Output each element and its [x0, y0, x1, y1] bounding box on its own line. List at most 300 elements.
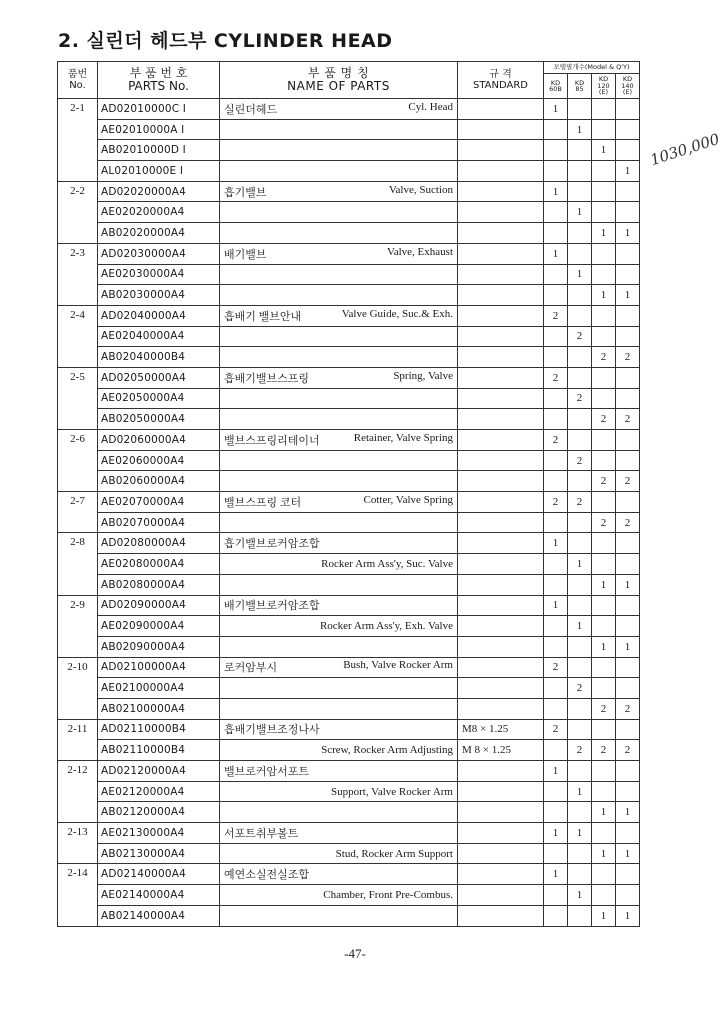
part-name: [220, 161, 458, 182]
table-row: [58, 905, 640, 926]
part-number: AD02050000A4: [98, 367, 220, 388]
part-name: [220, 533, 458, 554]
quantity-cell: [616, 430, 640, 451]
quantity-cell: 1: [592, 285, 616, 306]
quantity-cell: [544, 388, 568, 409]
quantity-cell: 1: [568, 616, 592, 637]
standard: [458, 450, 544, 471]
part-name-ko: 흡배기밸브조정나사: [224, 724, 320, 737]
quantity-cell: 1: [568, 202, 592, 223]
part-name: [220, 554, 458, 575]
quantity-cell: [544, 843, 568, 864]
table-row: [58, 554, 640, 575]
part-name: [220, 740, 458, 761]
quantity-cell: 2: [568, 492, 592, 513]
part-name: [220, 719, 458, 740]
table-row: [58, 698, 640, 719]
quantity-cell: [592, 781, 616, 802]
part-name: [220, 367, 458, 388]
item-number: 2-11: [58, 719, 98, 760]
table-row: [58, 430, 640, 451]
part-name-en: Chamber, Front Pre-Combus.: [323, 888, 453, 901]
quantity-cell: 2: [616, 698, 640, 719]
standard: [458, 802, 544, 823]
standard: [458, 554, 544, 575]
header-standard: [458, 62, 544, 99]
part-name-en: Screw, Rocker Arm Adjusting: [321, 744, 453, 757]
quantity-cell: 1: [592, 223, 616, 244]
part-name: [220, 347, 458, 368]
parts-table: [57, 61, 640, 927]
table-row: [58, 843, 640, 864]
quantity-cell: [544, 347, 568, 368]
quantity-cell: 2: [544, 367, 568, 388]
header-no-ko: 품번: [67, 69, 88, 80]
quantity-cell: [544, 740, 568, 761]
standard: [458, 781, 544, 802]
part-number: AE02060000A4: [98, 450, 220, 471]
standard: M8 × 1.25: [458, 719, 544, 740]
quantity-cell: 2: [592, 347, 616, 368]
table-row: [58, 533, 640, 554]
part-name: [220, 595, 458, 616]
part-number: AD02120000A4: [98, 761, 220, 782]
part-name-ko: 밸브스프링리테이너: [224, 434, 320, 447]
part-number: AE02050000A4: [98, 388, 220, 409]
part-name: [220, 802, 458, 823]
part-number: AB02060000A4: [98, 471, 220, 492]
quantity-cell: [568, 99, 592, 120]
part-name: [220, 492, 458, 513]
quantity-cell: [544, 264, 568, 285]
part-name-en: Rocker Arm Ass'y, Exh. Valve: [319, 620, 453, 633]
quantity-cell: [592, 657, 616, 678]
quantity-cell: 1: [568, 781, 592, 802]
quantity-cell: 2: [544, 430, 568, 451]
quantity-cell: [568, 181, 592, 202]
quantity-cell: [544, 698, 568, 719]
table-row: [58, 781, 640, 802]
part-number: AE02030000A4: [98, 264, 220, 285]
quantity-cell: [544, 450, 568, 471]
quantity-cell: 2: [592, 698, 616, 719]
standard: [458, 574, 544, 595]
quantity-cell: 1: [616, 161, 640, 182]
quantity-cell: 1: [544, 181, 568, 202]
quantity-cell: [544, 781, 568, 802]
standard: [458, 761, 544, 782]
quantity-cell: [592, 554, 616, 575]
part-name: [220, 616, 458, 637]
table-row: [58, 761, 640, 782]
standard: [458, 326, 544, 347]
part-name: [220, 202, 458, 223]
part-number: AB02130000A4: [98, 843, 220, 864]
standard: [458, 243, 544, 264]
part-name-en: Retainer, Valve Spring: [353, 431, 453, 444]
part-name: [220, 305, 458, 326]
quantity-cell: 1: [592, 843, 616, 864]
part-number: AE02120000A4: [98, 781, 220, 802]
part-name-ko: 배기밸브: [224, 248, 267, 261]
quantity-cell: 1: [592, 140, 616, 161]
standard: [458, 409, 544, 430]
part-name-ko: 서포트취부볼트: [224, 827, 299, 840]
table-row: [58, 305, 640, 326]
quantity-cell: [568, 574, 592, 595]
standard: [458, 430, 544, 451]
part-name: [220, 409, 458, 430]
quantity-cell: 1: [544, 595, 568, 616]
quantity-cell: [544, 678, 568, 699]
part-number: AD02010000C I: [98, 99, 220, 120]
part-name-en: Bush, Valve Rocker Arm: [343, 659, 453, 672]
table-row: [58, 595, 640, 616]
quantity-cell: [616, 119, 640, 140]
table-header: [58, 62, 640, 99]
part-name: [220, 512, 458, 533]
part-name-ko: 배기밸브로커암조합: [224, 600, 320, 613]
quantity-cell: [544, 202, 568, 223]
header-model-label: 140: [621, 81, 634, 90]
quantity-cell: [616, 678, 640, 699]
table-row: [58, 885, 640, 906]
quantity-cell: [592, 761, 616, 782]
table-row: [58, 264, 640, 285]
quantity-cell: 2: [568, 326, 592, 347]
part-number: AB02110000B4: [98, 740, 220, 761]
item-number: 2-12: [58, 761, 98, 823]
part-name-en: Cotter, Valve Spring: [363, 493, 453, 506]
part-name: [220, 181, 458, 202]
standard: [458, 843, 544, 864]
standard: [458, 492, 544, 513]
table-row: [58, 388, 640, 409]
standard: [458, 471, 544, 492]
quantity-cell: [616, 181, 640, 202]
part-name-ko: 로커암부시: [224, 662, 278, 675]
quantity-cell: [568, 636, 592, 657]
quantity-cell: [568, 409, 592, 430]
quantity-cell: [568, 719, 592, 740]
standard: [458, 595, 544, 616]
table-row: [58, 243, 640, 264]
quantity-cell: [616, 657, 640, 678]
part-number: AE02070000A4: [98, 492, 220, 513]
part-name-ko: 흡배기 밸브안내: [224, 310, 302, 323]
part-number: AE02090000A4: [98, 616, 220, 637]
quantity-cell: [616, 533, 640, 554]
part-number: AB02090000A4: [98, 636, 220, 657]
page-title: 2. 실린더 헤드부 CYLINDER HEAD: [58, 30, 393, 52]
standard: [458, 533, 544, 554]
header-name-ko: 부 품 명 칭: [307, 65, 370, 80]
quantity-cell: [616, 388, 640, 409]
quantity-cell: [616, 367, 640, 388]
item-number: 2-13: [58, 823, 98, 864]
part-name: [220, 678, 458, 699]
standard: [458, 347, 544, 368]
quantity-cell: [568, 843, 592, 864]
standard: [458, 657, 544, 678]
table-row: [58, 181, 640, 202]
standard: [458, 698, 544, 719]
standard: [458, 285, 544, 306]
quantity-cell: [544, 554, 568, 575]
item-number: 2-14: [58, 864, 98, 926]
quantity-cell: [544, 326, 568, 347]
quantity-cell: [616, 885, 640, 906]
part-name-en: Rocker Arm Ass'y, Suc. Valve: [321, 557, 453, 570]
item-number: 2-6: [58, 430, 98, 492]
part-name: [220, 326, 458, 347]
part-number: AL02010000E I: [98, 161, 220, 182]
part-name-ko: 예연소실전실조합: [224, 869, 310, 882]
quantity-cell: [592, 719, 616, 740]
quantity-cell: 1: [616, 636, 640, 657]
quantity-cell: 2: [544, 657, 568, 678]
part-name: [220, 450, 458, 471]
quantity-cell: 2: [568, 740, 592, 761]
quantity-cell: 2: [616, 512, 640, 533]
part-number: AD02140000A4: [98, 864, 220, 885]
quantity-cell: 1: [616, 905, 640, 926]
part-name: [220, 905, 458, 926]
item-number: 2-7: [58, 492, 98, 533]
part-name: [220, 119, 458, 140]
quantity-cell: [592, 616, 616, 637]
quantity-cell: [568, 430, 592, 451]
header-model-label: KD: [550, 78, 561, 87]
quantity-cell: 1: [592, 905, 616, 926]
part-name: [220, 823, 458, 844]
quantity-cell: 2: [616, 347, 640, 368]
part-name: [220, 223, 458, 244]
part-name: [220, 471, 458, 492]
standard: [458, 161, 544, 182]
quantity-cell: [544, 885, 568, 906]
quantity-cell: 1: [544, 761, 568, 782]
part-number: AB02100000A4: [98, 698, 220, 719]
quantity-cell: [592, 326, 616, 347]
part-number: AB02080000A4: [98, 574, 220, 595]
part-name: [220, 430, 458, 451]
item-number: 2-4: [58, 305, 98, 367]
quantity-cell: [544, 119, 568, 140]
part-name: [220, 636, 458, 657]
header-name-en: NAME OF PARTS: [287, 79, 390, 93]
part-number: AD02040000A4: [98, 305, 220, 326]
part-name: [220, 574, 458, 595]
part-number: AB02020000A4: [98, 223, 220, 244]
part-name-en: Valve, Exhaust: [387, 245, 453, 258]
header-no: [58, 62, 98, 99]
standard: [458, 99, 544, 120]
quantity-cell: [544, 802, 568, 823]
standard: [458, 140, 544, 161]
header-name: [220, 62, 458, 99]
part-number: AB02120000A4: [98, 802, 220, 823]
quantity-cell: 1: [568, 264, 592, 285]
quantity-cell: 1: [616, 802, 640, 823]
standard: [458, 264, 544, 285]
quantity-cell: [592, 678, 616, 699]
standard: [458, 905, 544, 926]
quantity-cell: [568, 305, 592, 326]
part-name-ko: 흡기밸브로커암조합: [224, 538, 320, 551]
part-name-en: Cyl. Head: [408, 100, 453, 113]
part-number: AE02140000A4: [98, 885, 220, 906]
quantity-cell: [568, 140, 592, 161]
header-model-label: KD: [574, 78, 585, 87]
quantity-cell: 1: [568, 885, 592, 906]
part-number: AD02030000A4: [98, 243, 220, 264]
quantity-cell: [568, 657, 592, 678]
part-number: AE02020000A4: [98, 202, 220, 223]
quantity-cell: [544, 409, 568, 430]
quantity-cell: [592, 367, 616, 388]
part-name: [220, 388, 458, 409]
quantity-cell: 2: [616, 409, 640, 430]
header-model-label: 85: [575, 85, 584, 93]
quantity-cell: [592, 533, 616, 554]
quantity-cell: 2: [592, 512, 616, 533]
item-number: 2-9: [58, 595, 98, 657]
quantity-cell: [592, 99, 616, 120]
quantity-cell: 2: [592, 409, 616, 430]
item-number: 2-2: [58, 181, 98, 243]
part-number: AE02100000A4: [98, 678, 220, 699]
header-part-ko: 부 품 번 호: [129, 65, 188, 80]
quantity-cell: [592, 450, 616, 471]
quantity-cell: [616, 305, 640, 326]
quantity-cell: [616, 554, 640, 575]
standard: [458, 864, 544, 885]
part-number: AE02080000A4: [98, 554, 220, 575]
quantity-cell: [568, 367, 592, 388]
page-number: -47-: [344, 946, 366, 961]
quantity-cell: [592, 243, 616, 264]
quantity-cell: [568, 595, 592, 616]
quantity-cell: [592, 885, 616, 906]
part-name: [220, 698, 458, 719]
table-row: [58, 285, 640, 306]
quantity-cell: [568, 347, 592, 368]
standard: [458, 388, 544, 409]
quantity-cell: 1: [568, 823, 592, 844]
quantity-cell: [544, 223, 568, 244]
item-number: 2-8: [58, 533, 98, 595]
quantity-cell: 1: [616, 223, 640, 244]
table-row: [58, 99, 640, 120]
standard: [458, 119, 544, 140]
quantity-cell: [568, 698, 592, 719]
quantity-cell: [544, 616, 568, 637]
quantity-cell: [544, 471, 568, 492]
table-row: [58, 471, 640, 492]
quantity-cell: [616, 202, 640, 223]
table-row: [58, 119, 640, 140]
item-number: 2-3: [58, 243, 98, 305]
part-name: [220, 761, 458, 782]
quantity-cell: [616, 492, 640, 513]
part-name: [220, 285, 458, 306]
part-name-en: Spring, Valve: [393, 369, 453, 382]
quantity-cell: [592, 595, 616, 616]
quantity-cell: 1: [592, 574, 616, 595]
quantity-cell: 2: [592, 471, 616, 492]
quantity-cell: 2: [616, 740, 640, 761]
header-part-en: PARTS No.: [128, 79, 189, 93]
quantity-cell: 2: [544, 492, 568, 513]
quantity-cell: 1: [544, 99, 568, 120]
quantity-cell: [616, 450, 640, 471]
quantity-cell: [616, 243, 640, 264]
table-row: [58, 450, 640, 471]
part-name-ko: 밸브로커암서포트: [224, 765, 310, 778]
part-name-en: Valve, Suction: [388, 183, 453, 196]
table-row: [58, 202, 640, 223]
quantity-cell: 1: [592, 636, 616, 657]
quantity-cell: [544, 140, 568, 161]
quantity-cell: 1: [616, 843, 640, 864]
table-row: [58, 409, 640, 430]
table-row: [58, 347, 640, 368]
part-name: [220, 781, 458, 802]
table-row: [58, 719, 640, 740]
quantity-cell: 2: [592, 740, 616, 761]
quantity-cell: 1: [544, 823, 568, 844]
part-number: AB02140000A4: [98, 905, 220, 926]
table-row: [58, 161, 640, 182]
header-model-label: (E): [598, 88, 609, 97]
quantity-cell: [568, 905, 592, 926]
part-number: AB02070000A4: [98, 512, 220, 533]
standard: [458, 305, 544, 326]
standard: [458, 616, 544, 637]
quantity-cell: [544, 285, 568, 306]
header-model-label: KD: [598, 75, 609, 84]
quantity-cell: [592, 181, 616, 202]
quantity-cell: 2: [544, 719, 568, 740]
quantity-cell: 1: [544, 243, 568, 264]
quantity-cell: [616, 264, 640, 285]
part-name: [220, 243, 458, 264]
quantity-cell: 2: [616, 471, 640, 492]
table-row: [58, 512, 640, 533]
part-name-ko: 실린더헤드: [224, 103, 278, 116]
quantity-cell: [616, 616, 640, 637]
part-name-en: Valve Guide, Suc.& Exh.: [341, 307, 453, 320]
quantity-cell: [568, 285, 592, 306]
part-number: AD02090000A4: [98, 595, 220, 616]
part-name: [220, 657, 458, 678]
header-model-label: 120: [597, 81, 610, 90]
table-row: [58, 140, 640, 161]
quantity-cell: 2: [568, 678, 592, 699]
quantity-cell: [592, 202, 616, 223]
header-model-label: (E): [622, 88, 633, 97]
quantity-cell: [592, 305, 616, 326]
standard: [458, 636, 544, 657]
quantity-cell: [568, 802, 592, 823]
part-number: AD02110000B4: [98, 719, 220, 740]
part-name-ko: 흡배기밸브스프링: [224, 372, 310, 385]
standard: [458, 678, 544, 699]
table-body: [58, 99, 640, 927]
quantity-cell: [592, 823, 616, 844]
part-name-en: Support, Valve Rocker Arm: [330, 785, 453, 798]
